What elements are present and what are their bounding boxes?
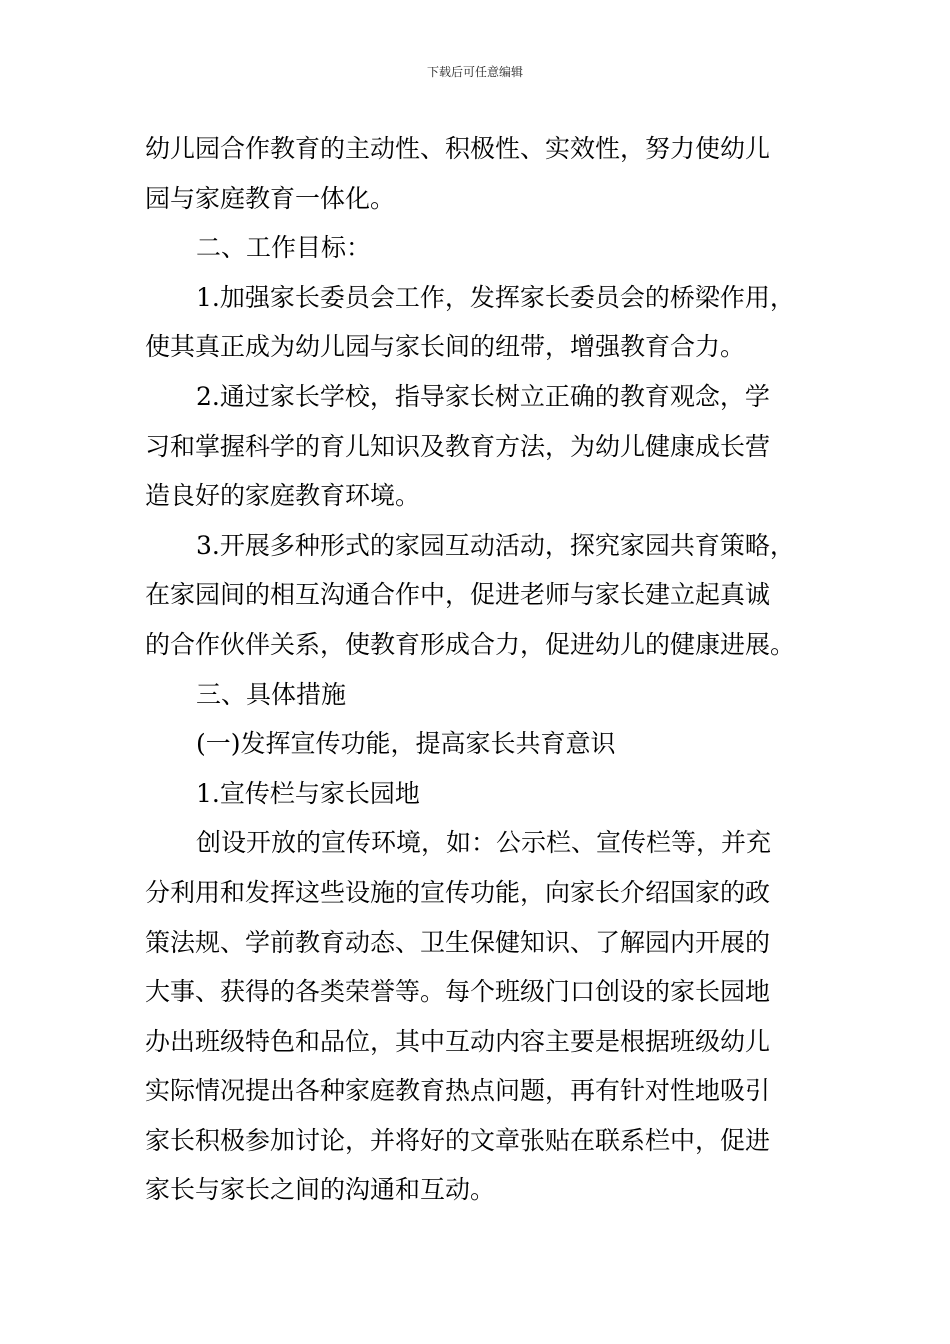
section-heading-work-goals: 二、工作目标： bbox=[196, 233, 372, 263]
document-body bbox=[145, 124, 809, 1215]
goal-item-2: 2.通过家长学校，指导家长树立正确的教育观念，学 bbox=[196, 381, 770, 411]
text-line: 策法规、学前教育动态、卫生保健知识、了解园内开展的 bbox=[145, 927, 771, 957]
text-line: 分利用和发挥这些设施的宣传功能，向家长介绍国家的政 bbox=[145, 877, 771, 907]
text-line: 造良好的家庭教育环境。 bbox=[145, 481, 421, 511]
text-line: 实际情况提出各种家庭教育热点问题，再有针对性地吸引 bbox=[145, 1076, 771, 1106]
text-line: 幼儿园合作教育的主动性、积极性、实效性，努力使幼儿 bbox=[145, 134, 771, 163]
text-line: 家长积极参加讨论，并将好的文章张贴在联系栏中，促进 bbox=[145, 1125, 771, 1155]
page-header: 下载后可任意编辑 bbox=[426, 65, 523, 79]
text-line: 家长与家长之间的沟通和互动。 bbox=[145, 1175, 496, 1205]
text-line: 园与家庭教育一体化。 bbox=[145, 183, 396, 213]
text-line: 的合作伙伴关系，使教育形成合力，促进幼儿的健康进展。 bbox=[145, 629, 796, 659]
subsection-heading: (一)发挥宣传功能，提高家长共育意识 bbox=[196, 729, 616, 759]
text-line: 使其真正成为幼儿园与家长间的纽带，增强教育合力。 bbox=[145, 332, 746, 362]
text-line: 在家园间的相互沟通合作中，促进老师与家长建立起真诚 bbox=[145, 580, 771, 610]
section-heading-measures: 三、具体措施 bbox=[196, 679, 347, 709]
goal-item-1: 1.加强家长委员会工作，发挥家长委员会的桥梁作用， bbox=[196, 282, 795, 312]
paragraph-start: 创设开放的宣传环境，如：公示栏、宣传栏等，并充 bbox=[196, 828, 772, 858]
text-line: 大事、获得的各类荣誉等。每个班级门口创设的家长园地 bbox=[145, 977, 771, 1007]
text-line: 办出班级特色和品位，其中互动内容主要是根据班级幼儿 bbox=[145, 1026, 771, 1056]
text-line: 习和掌握科学的育儿知识及教育方法，为幼儿健康成长营 bbox=[145, 431, 771, 461]
goal-item-3: 3.开展多种形式的家园互动活动，探究家园共育策略， bbox=[196, 530, 795, 560]
item-heading: 1.宣传栏与家长园地 bbox=[196, 778, 420, 808]
